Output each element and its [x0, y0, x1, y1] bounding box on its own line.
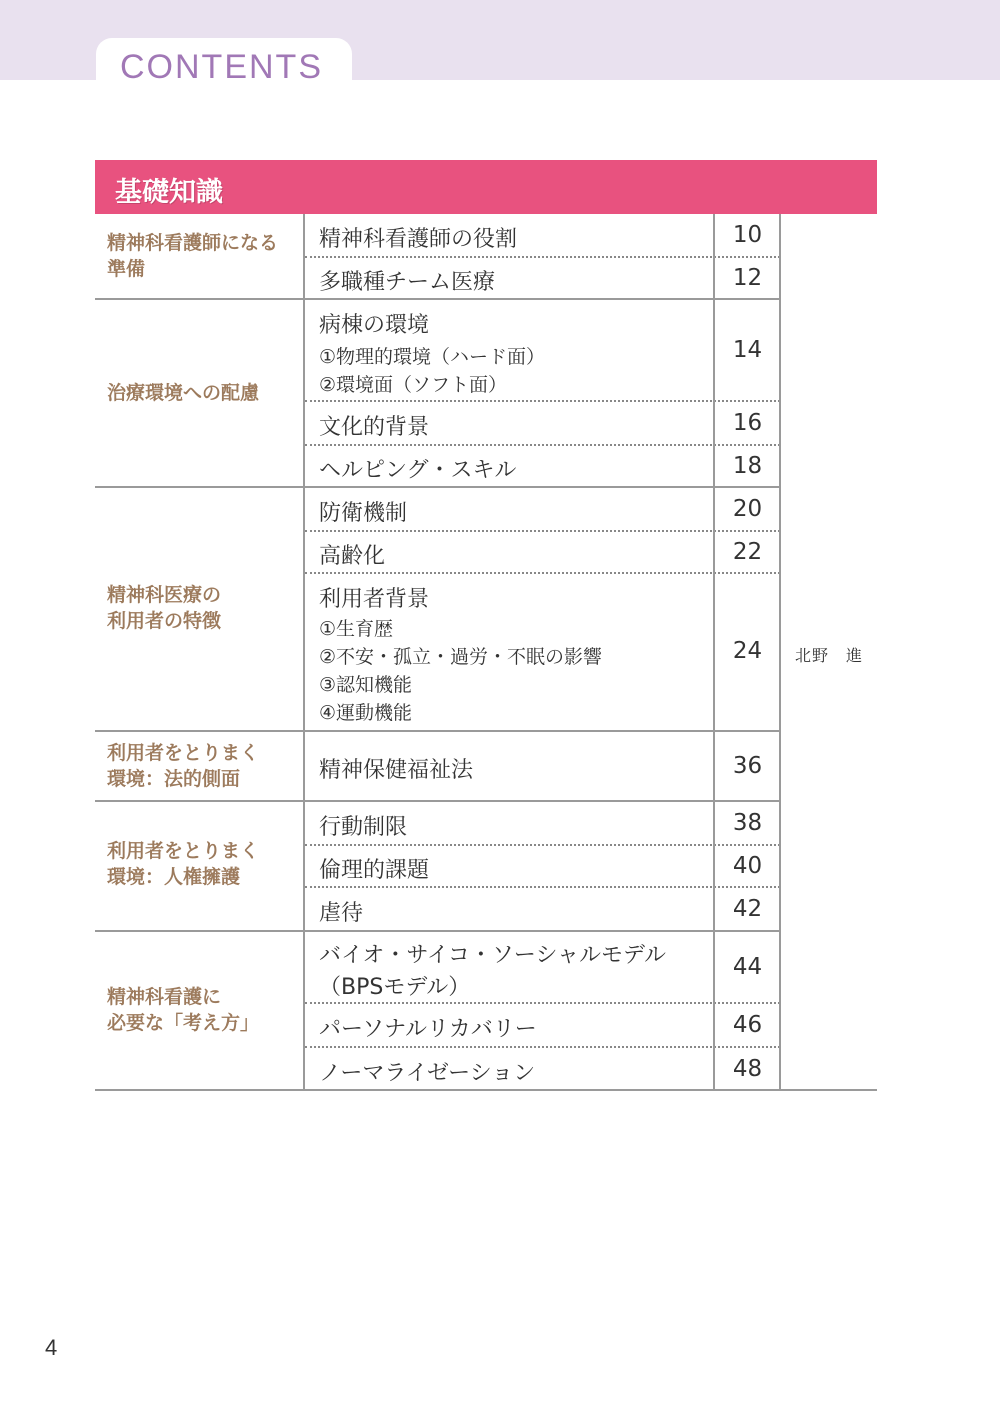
category-label: 精神科医療の 利用者の特徴 [107, 584, 222, 632]
entry-title: 文化的背景 [319, 415, 430, 440]
category-cell [95, 732, 304, 802]
toc-row[interactable] [305, 446, 780, 488]
column-divider [779, 214, 781, 1091]
toc-row[interactable] [305, 574, 780, 732]
category-label: 治療環境への配慮 [107, 382, 260, 404]
entry-title: 高齢化 [319, 544, 386, 569]
page-number: 4 [45, 1335, 58, 1360]
entry-page: 36 [732, 753, 763, 779]
entry-page: 40 [732, 853, 763, 879]
entry-page: 24 [732, 638, 763, 664]
entry-title: 倫理的課題 [319, 858, 430, 883]
contents-title: CONTENTS [120, 48, 323, 86]
entry-subtitle: ②不安・孤立・過労・不眠の影響 [319, 646, 603, 668]
toc-row[interactable] [305, 402, 780, 446]
column-divider [303, 214, 305, 1091]
entry-title: 利用者背景 [319, 587, 430, 612]
entry-title: 精神科看護師の役割 [319, 227, 518, 252]
section-title: 基礎知識 [115, 177, 223, 208]
toc-row[interactable] [305, 1048, 780, 1091]
entry-subtitle: ④運動機能 [319, 702, 413, 724]
entry-subtitle: ③認知機能 [319, 674, 413, 696]
entry-page: 48 [732, 1056, 763, 1082]
entry-subtitle: ①生育歴 [319, 618, 394, 640]
entry-page: 38 [732, 810, 763, 836]
toc-row[interactable] [305, 214, 780, 258]
toc-row[interactable] [305, 846, 780, 888]
entry-page: 12 [732, 265, 763, 291]
entry-page: 44 [732, 954, 763, 980]
entry-title: ノーマライゼーション [319, 1061, 536, 1086]
entry-title: 行動制限 [319, 815, 408, 840]
entry-title: バイオ・サイコ・ソーシャルモデル [319, 943, 666, 968]
toc-row[interactable] [305, 888, 780, 932]
category-cell [95, 802, 304, 932]
entry-page: 42 [732, 896, 763, 922]
entry-page: 16 [732, 410, 763, 436]
entry-page: 14 [732, 337, 763, 363]
author-column-rule [780, 1089, 877, 1091]
entry-subtitle: ②環境面（ソフト面） [319, 374, 508, 396]
author-name: 北野 進 [795, 646, 864, 665]
category-label: 利用者をとりまく 環境：法的側面 [107, 742, 260, 790]
entry-title: 多職種チーム医療 [319, 270, 496, 295]
toc-row[interactable] [305, 802, 780, 846]
entry-page: 10 [732, 222, 763, 248]
entry-title: 防衛機制 [319, 501, 408, 526]
section-bar [95, 160, 877, 214]
entry-subtitle: ①物理的環境（ハード面） [319, 346, 546, 368]
toc-row[interactable] [305, 488, 780, 532]
toc-row[interactable] [305, 732, 780, 802]
entry-title: 病棟の環境 [319, 313, 430, 338]
toc-row[interactable] [305, 1004, 780, 1048]
entry-title: 精神保健福祉法 [319, 758, 474, 783]
category-cell [95, 932, 304, 1091]
category-label: 精神科看護に 必要な「考え方」 [107, 986, 260, 1034]
category-cell [95, 214, 304, 300]
entry-page: 46 [732, 1012, 763, 1038]
entry-page: 20 [732, 496, 763, 522]
toc-row[interactable] [305, 258, 780, 300]
toc-row[interactable] [305, 932, 780, 1004]
category-cell [95, 488, 304, 732]
category-cell [95, 300, 304, 488]
column-divider [713, 214, 715, 1091]
toc-row[interactable] [305, 532, 780, 574]
entry-title: 虐待 [319, 901, 364, 926]
entry-page: 22 [732, 539, 763, 565]
entry-title: ヘルピング・スキル [319, 458, 517, 483]
category-label: 精神科看護師になる 準備 [107, 232, 279, 280]
entry-title-continued: （BPSモデル） [319, 975, 471, 1000]
entry-page: 18 [732, 453, 763, 479]
category-label: 利用者をとりまく 環境：人権擁護 [107, 840, 260, 888]
entry-title: パーソナルリカバリー [319, 1017, 537, 1042]
toc-row[interactable] [305, 300, 780, 402]
